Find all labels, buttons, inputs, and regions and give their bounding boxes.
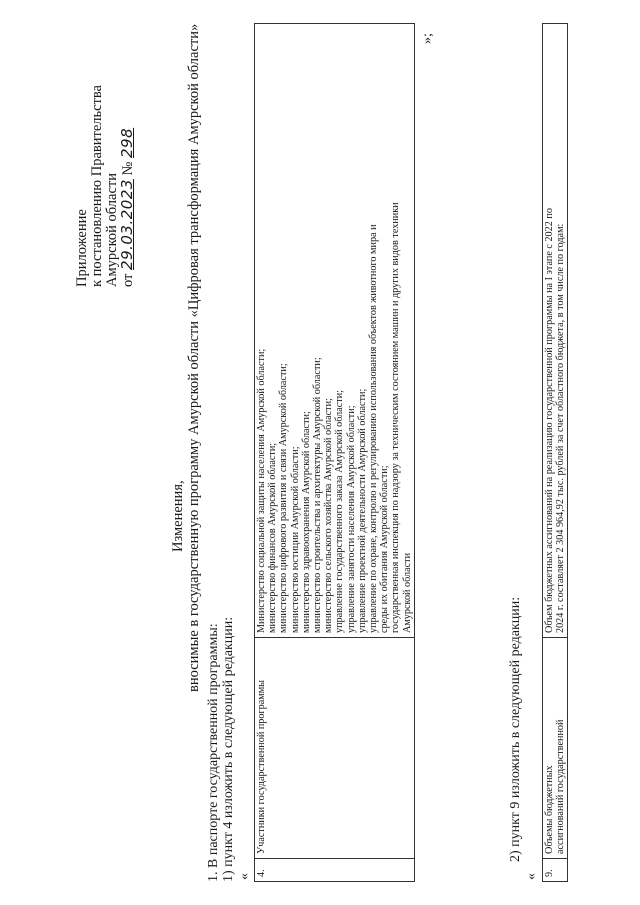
open-quote-2: « <box>524 873 539 880</box>
participant-item: управление проектной деятельности Амурской области; <box>356 388 368 633</box>
participant-item: управление государственного заказа Амурской области; <box>334 389 346 633</box>
participants-cell <box>255 24 415 638</box>
row-label-line: Объемы бюджетных <box>544 765 555 854</box>
participant-item: министерство юстиции Амурской области; <box>289 446 301 633</box>
budget-text-line: Объем бюджетных ассигнований на реализацию государственной программы на I этапе с 2022 по <box>544 208 555 633</box>
participant-item: министерство сельского хозяйства Амурской области; <box>323 398 335 633</box>
participants-table <box>254 23 415 882</box>
heading-title: Изменения, <box>170 480 186 552</box>
participant-item: управление по охране, контролю и регулированию использования объектов животного мира и <box>368 224 380 633</box>
appendix-title: Приложение <box>74 209 90 287</box>
row-label-line: ассигнований государственной <box>555 719 567 854</box>
participant-item: Амурской области <box>401 552 413 633</box>
budget-text-line: 2024 г. составляет 2 304 964,92 тыс. рублей за счет областного бюджета, в том числе по годам: <box>555 223 567 633</box>
participant-item: министерство строительства и архитектуры Амурской области; <box>312 357 324 633</box>
table-row <box>543 24 568 882</box>
table-row <box>255 24 415 882</box>
row-number: 4. <box>255 859 415 882</box>
participant-item: управление занятости населения Амурской области; <box>345 405 357 633</box>
date-prefix: от <box>120 273 136 287</box>
row-number: 9. <box>543 859 568 882</box>
participant-item: министерство финансов Амурской области; <box>267 442 279 633</box>
section-1-item-1: 1) пункт 4 изложить в следующей редакции: <box>221 616 236 882</box>
handwritten-number: 298 <box>118 127 136 158</box>
participant-item: министерство цифрового развития и связи Амурской области; <box>278 363 290 633</box>
section-2-item-2: 2) пункт 9 изложить в следующей редакции: <box>508 596 523 862</box>
close-quote: »; <box>420 33 435 44</box>
handwritten-date: 29.03.2023 <box>118 179 136 270</box>
row-label: Участники государственной программы <box>255 638 415 859</box>
participant-item: среды их обитания Амурской области; <box>379 465 391 633</box>
section-1-intro: 1. В паспорте государственной программы: <box>206 623 221 882</box>
budget-text-cell <box>543 24 568 638</box>
open-quote: « <box>237 873 252 880</box>
document-page <box>20 22 620 882</box>
appendix-block <box>75 85 136 287</box>
row-label <box>543 638 568 859</box>
appendix-date-line <box>120 85 136 287</box>
number-prefix: № <box>120 161 136 176</box>
participant-item: государственная инспекция по надзору за техническим состоянием машин и других видов техники <box>390 202 402 633</box>
appendix-line-2: Амурской области <box>104 173 120 287</box>
heading-subtitle: вносимые в государственную программу Амурской области «Цифровая трансформация Амурской области» <box>186 23 202 692</box>
participant-item: Министерство социальной защиты населения Амурской области; <box>256 348 267 633</box>
participant-item: министерство здравоохранения Амурской области; <box>300 411 312 633</box>
appendix-line-1: к постановлению Правительства <box>89 85 105 287</box>
budget-table <box>542 23 568 882</box>
